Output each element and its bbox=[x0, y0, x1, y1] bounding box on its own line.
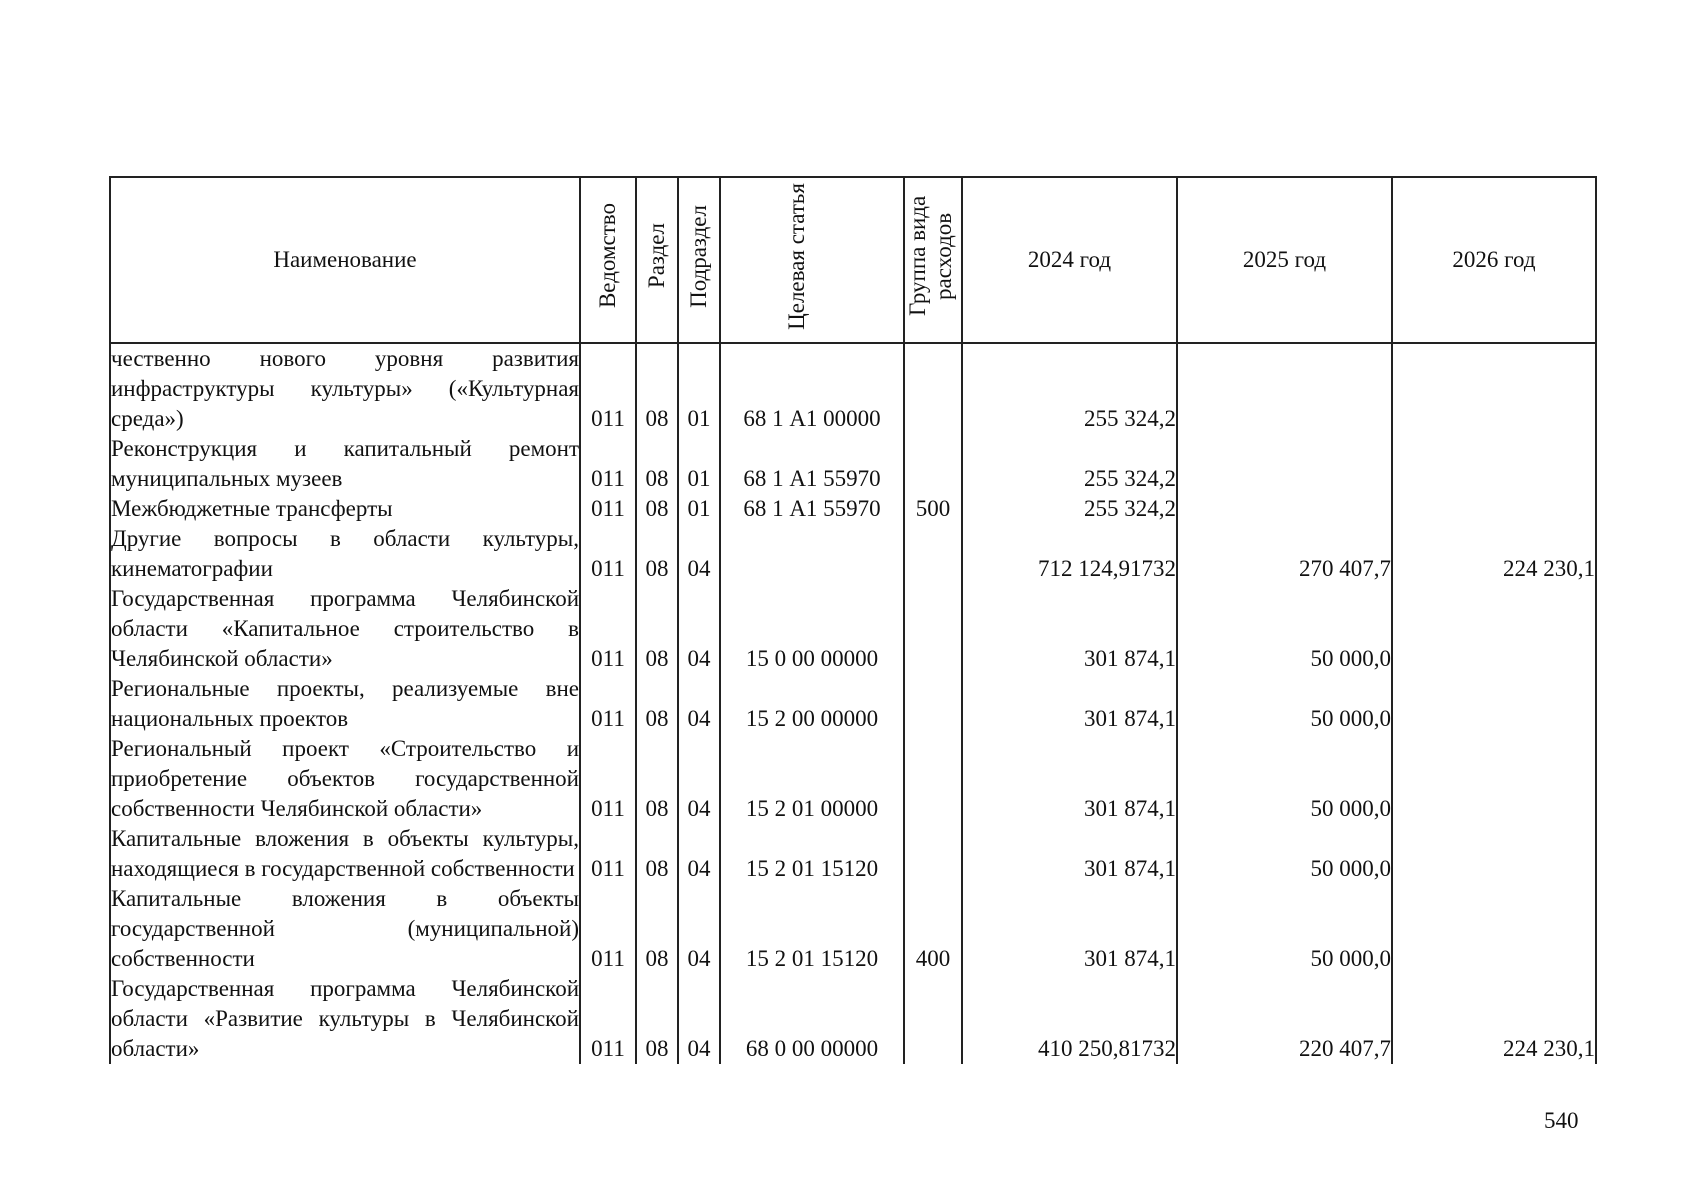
row-subsection-cell: 04 bbox=[678, 674, 720, 734]
row-exptype-cell bbox=[904, 434, 962, 494]
row-2024-cell: 255 324,2 bbox=[962, 343, 1177, 434]
row-name-cell: Другие вопросы в области культуры, кинематографии bbox=[110, 524, 580, 584]
budget-table bbox=[109, 176, 1597, 1064]
row-exptype-cell bbox=[904, 343, 962, 434]
row-subsection-cell: 04 bbox=[678, 974, 720, 1064]
col-header-exptype: Группа вида расходов bbox=[904, 177, 962, 343]
row-dept-cell: 011 bbox=[580, 524, 636, 584]
col-header-2025: 2025 год bbox=[1177, 177, 1392, 343]
row-dept-cell: 011 bbox=[580, 824, 636, 884]
row-section-cell: 08 bbox=[636, 434, 678, 494]
table-row bbox=[110, 524, 1596, 584]
row-name-cell: Капитальные вложения в объекты культуры, находящиеся в государственной собственности bbox=[110, 824, 580, 884]
row-name-cell: Реконструкция и капитальный ремонт муниципальных музеев bbox=[110, 434, 580, 494]
table-row bbox=[110, 674, 1596, 734]
row-subsection-cell: 01 bbox=[678, 494, 720, 524]
row-2026-cell bbox=[1392, 343, 1596, 434]
row-2024-cell: 255 324,2 bbox=[962, 434, 1177, 494]
row-2026-cell bbox=[1392, 494, 1596, 524]
row-section-cell: 08 bbox=[636, 884, 678, 974]
row-name-cell: чественно нового уровня развития инфраструктуры культуры» («Культурная среда») bbox=[110, 343, 580, 434]
row-subsection-cell: 01 bbox=[678, 434, 720, 494]
row-target-cell: 15 2 01 15120 bbox=[720, 884, 904, 974]
row-target-cell: 68 1 А1 55970 bbox=[720, 434, 904, 494]
row-subsection-cell: 04 bbox=[678, 824, 720, 884]
row-exptype-cell bbox=[904, 974, 962, 1064]
row-2025-cell bbox=[1177, 434, 1392, 494]
row-2024-cell: 301 874,1 bbox=[962, 584, 1177, 674]
row-exptype-cell bbox=[904, 674, 962, 734]
table-row bbox=[110, 434, 1596, 494]
col-header-section: Раздел bbox=[636, 177, 678, 343]
table-row bbox=[110, 734, 1596, 824]
row-target-cell: 68 0 00 00000 bbox=[720, 974, 904, 1064]
row-section-cell: 08 bbox=[636, 494, 678, 524]
row-2025-cell: 50 000,0 bbox=[1177, 884, 1392, 974]
row-subsection-cell: 04 bbox=[678, 734, 720, 824]
row-subsection-cell: 04 bbox=[678, 524, 720, 584]
table-row bbox=[110, 974, 1596, 1064]
row-2026-cell bbox=[1392, 734, 1596, 824]
row-exptype-cell bbox=[904, 734, 962, 824]
row-2025-cell bbox=[1177, 494, 1392, 524]
row-subsection-cell: 01 bbox=[678, 343, 720, 434]
row-2024-cell: 301 874,1 bbox=[962, 824, 1177, 884]
col-header-2026: 2026 год bbox=[1392, 177, 1596, 343]
row-2025-cell bbox=[1177, 343, 1392, 434]
row-2025-cell: 50 000,0 bbox=[1177, 734, 1392, 824]
row-name-cell: Межбюджетные трансферты bbox=[110, 494, 580, 524]
table-row bbox=[110, 343, 1596, 434]
row-target-cell: 68 1 А1 00000 bbox=[720, 343, 904, 434]
row-target-cell bbox=[720, 524, 904, 584]
row-exptype-cell bbox=[904, 824, 962, 884]
row-dept-cell: 011 bbox=[580, 974, 636, 1064]
row-2024-cell: 301 874,1 bbox=[962, 674, 1177, 734]
row-2024-cell: 301 874,1 bbox=[962, 884, 1177, 974]
row-subsection-cell: 04 bbox=[678, 584, 720, 674]
row-2025-cell: 270 407,7 bbox=[1177, 524, 1392, 584]
row-name-cell: Государственная программа Челябинской области «Развитие культуры в Челябинской области» bbox=[110, 974, 580, 1064]
row-target-cell: 68 1 А1 55970 bbox=[720, 494, 904, 524]
row-dept-cell: 011 bbox=[580, 343, 636, 434]
table-row bbox=[110, 584, 1596, 674]
row-2025-cell: 50 000,0 bbox=[1177, 674, 1392, 734]
row-target-cell: 15 2 00 00000 bbox=[720, 674, 904, 734]
row-exptype-cell bbox=[904, 584, 962, 674]
row-2026-cell bbox=[1392, 674, 1596, 734]
row-target-cell: 15 2 01 00000 bbox=[720, 734, 904, 824]
col-header-target: Целевая статья bbox=[720, 177, 904, 343]
table-row bbox=[110, 494, 1596, 524]
row-target-cell: 15 0 00 00000 bbox=[720, 584, 904, 674]
row-name-cell: Государственная программа Челябинской области «Капитальное строительство в Челябинской области» bbox=[110, 584, 580, 674]
col-header-2024: 2024 год bbox=[962, 177, 1177, 343]
row-2026-cell bbox=[1392, 584, 1596, 674]
row-exptype-cell: 400 bbox=[904, 884, 962, 974]
row-name-cell: Региональный проект «Строительство и приобретение объектов государственной собственности Челябинской области» bbox=[110, 734, 580, 824]
row-section-cell: 08 bbox=[636, 824, 678, 884]
row-name-cell: Региональные проекты, реализуемые вне национальных проектов bbox=[110, 674, 580, 734]
row-2024-cell: 712 124,91732 bbox=[962, 524, 1177, 584]
page-number: 540 bbox=[1544, 1108, 1579, 1133]
row-section-cell: 08 bbox=[636, 674, 678, 734]
row-exptype-cell bbox=[904, 524, 962, 584]
row-dept-cell: 011 bbox=[580, 434, 636, 494]
row-name-cell: Капитальные вложения в объекты государственной (муниципальной) собственности bbox=[110, 884, 580, 974]
row-dept-cell: 011 bbox=[580, 584, 636, 674]
row-2026-cell: 224 230,1 bbox=[1392, 524, 1596, 584]
row-target-cell: 15 2 01 15120 bbox=[720, 824, 904, 884]
row-exptype-cell: 500 bbox=[904, 494, 962, 524]
row-subsection-cell: 04 bbox=[678, 884, 720, 974]
col-header-dept: Ведомство bbox=[580, 177, 636, 343]
row-section-cell: 08 bbox=[636, 974, 678, 1064]
row-2026-cell bbox=[1392, 434, 1596, 494]
row-2024-cell: 410 250,81732 bbox=[962, 974, 1177, 1064]
table-row bbox=[110, 884, 1596, 974]
row-section-cell: 08 bbox=[636, 584, 678, 674]
row-dept-cell: 011 bbox=[580, 494, 636, 524]
row-2025-cell: 50 000,0 bbox=[1177, 584, 1392, 674]
table-header-row bbox=[110, 177, 1596, 343]
row-2026-cell bbox=[1392, 884, 1596, 974]
col-header-subsection: Подраздел bbox=[678, 177, 720, 343]
row-2025-cell: 220 407,7 bbox=[1177, 974, 1392, 1064]
row-2026-cell: 224 230,1 bbox=[1392, 974, 1596, 1064]
row-2024-cell: 255 324,2 bbox=[962, 494, 1177, 524]
row-dept-cell: 011 bbox=[580, 884, 636, 974]
row-2025-cell: 50 000,0 bbox=[1177, 824, 1392, 884]
row-2026-cell bbox=[1392, 824, 1596, 884]
row-dept-cell: 011 bbox=[580, 674, 636, 734]
table-row bbox=[110, 824, 1596, 884]
row-section-cell: 08 bbox=[636, 734, 678, 824]
row-dept-cell: 011 bbox=[580, 734, 636, 824]
col-header-name: Наименование bbox=[110, 177, 580, 343]
row-section-cell: 08 bbox=[636, 524, 678, 584]
row-section-cell: 08 bbox=[636, 343, 678, 434]
row-2024-cell: 301 874,1 bbox=[962, 734, 1177, 824]
